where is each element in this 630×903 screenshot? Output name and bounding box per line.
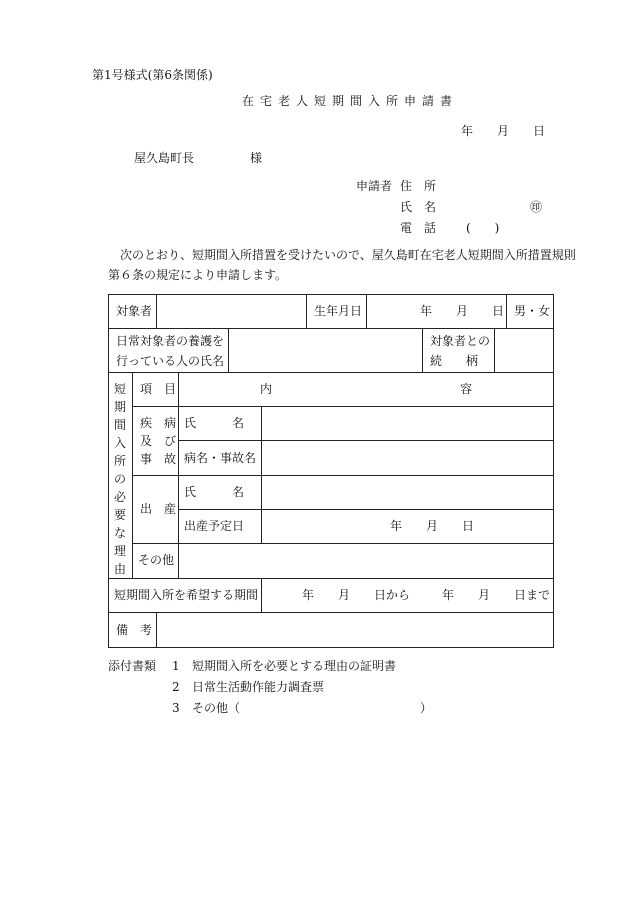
period-from: 年 月 日から (302, 588, 411, 602)
date-line: 年 月 日 (461, 124, 546, 138)
other-label: その他 (138, 553, 175, 567)
patient-name-field: 氏 名 (184, 416, 245, 430)
name-label: 氏 名 (400, 200, 437, 214)
content-header-left: 内 (260, 382, 273, 396)
disease-name-field: 病名・事故名 (184, 451, 257, 465)
reason-vertical-label: 短期間入所の必要な理由 (113, 382, 126, 576)
relation-label-1: 対象者との (430, 334, 491, 348)
application-table (108, 294, 554, 648)
birth-group-label: 出 産 (140, 502, 177, 516)
illness-group-line-1: 疾 病 (140, 416, 177, 430)
page-title: 在宅老人短期間入所申請書 (242, 94, 459, 108)
due-date-field: 出産予定日 (184, 519, 245, 533)
phone-label: 電 話 (400, 221, 437, 235)
illness-group-line-2: 及 び (140, 434, 177, 448)
remarks-label: 備 考 (116, 623, 153, 637)
attachment-1-text: 短期間入所を必要とする理由の証明書 (192, 659, 397, 673)
gender-options: 男・女 (514, 304, 551, 318)
caregiver-label-1: 日常対象者の養護を (116, 334, 225, 348)
form-number: 第1号様式(第6条関係) (92, 68, 213, 82)
attachment-3-number: 3 (172, 701, 180, 715)
content-header-right: 容 (460, 382, 473, 396)
attachments-label: 添付書類 (108, 659, 157, 673)
period-to: 年 月 日まで (442, 588, 551, 602)
item-header: 項 目 (140, 382, 177, 396)
attachment-1-number: 1 (172, 659, 180, 673)
birthdate-label: 生年月日 (314, 304, 363, 318)
body-text-line-2: 第６条の規定により申請します。 (108, 268, 288, 282)
addressee-name: 屋久島町長 (134, 151, 195, 165)
phone-parens: ( ) (466, 221, 500, 235)
due-date-value: 年 月 日 (390, 519, 475, 533)
relation-label-2: 続 柄 (430, 354, 479, 368)
subject-label: 対象者 (116, 304, 153, 318)
addressee-honorific: 様 (250, 151, 263, 165)
seal-mark: ㊞ (530, 200, 543, 214)
period-label: 短期間入所を希望する期間 (114, 588, 259, 602)
attachment-2-number: 2 (172, 680, 180, 694)
body-text-line-1: 次のとおり、短期間入所措置を受けたいので、屋久島町在宅老人短期間入所措置規則 (120, 248, 576, 262)
birth-name-field: 氏 名 (184, 485, 245, 499)
address-label: 住 所 (400, 179, 437, 193)
attachment-2-text: 日常生活動作能力調査票 (192, 680, 325, 694)
caregiver-label-2: 行っている人の氏名 (116, 354, 225, 368)
birthdate-value: 年 月 日 (420, 304, 505, 318)
illness-group-line-3: 事 故 (140, 452, 177, 466)
attachment-3-text: その他（ ） (192, 701, 433, 715)
applicant-label: 申請者 (356, 179, 393, 193)
